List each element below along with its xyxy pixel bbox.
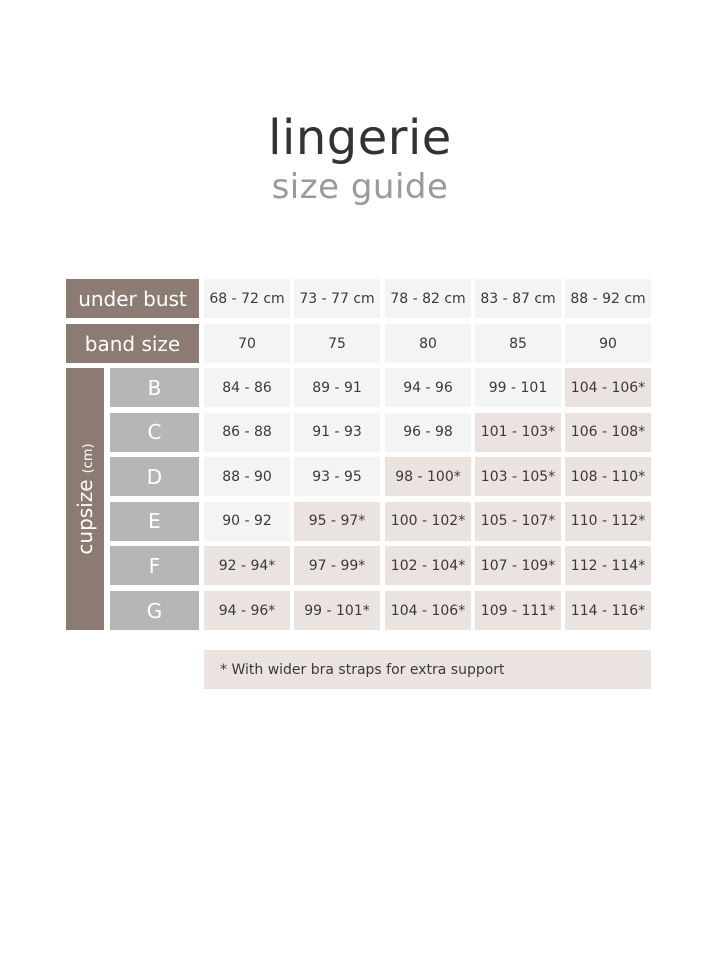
- cup-size-cell: 100 - 102*: [385, 502, 471, 541]
- cup-size-cell: 104 - 106*: [565, 368, 651, 407]
- band-size-cell: 70: [204, 324, 290, 363]
- cup-letter-cell: D: [110, 457, 199, 496]
- cup-size-cell: 99 - 101*: [294, 591, 380, 630]
- cupsize-label-text: cupsize: [73, 479, 97, 555]
- cup-size-cell: 114 - 116*: [565, 591, 651, 630]
- footnote: * With wider bra straps for extra support: [204, 650, 651, 689]
- cup-size-cell: 107 - 109*: [475, 546, 561, 585]
- cup-size-cell: 108 - 110*: [565, 457, 651, 496]
- cup-size-cell: 91 - 93: [294, 413, 380, 452]
- cupsize-label: [66, 368, 104, 630]
- cup-size-cell: 84 - 86: [204, 368, 290, 407]
- cup-size-cell: 112 - 114*: [565, 546, 651, 585]
- under-bust-cell: 73 - 77 cm: [294, 279, 380, 318]
- cup-size-cell: 90 - 92: [204, 502, 290, 541]
- cup-letter-cell: C: [110, 413, 199, 452]
- cup-letter-cell: F: [110, 546, 199, 585]
- page-title: lingerie: [268, 110, 452, 166]
- cup-size-cell: 89 - 91: [294, 368, 380, 407]
- under-bust-cell: 88 - 92 cm: [565, 279, 651, 318]
- under-bust-label: under bust: [66, 279, 199, 318]
- band-size-cell: 85: [475, 324, 561, 363]
- cup-size-cell: 86 - 88: [204, 413, 290, 452]
- band-size-label: band size: [66, 324, 199, 363]
- cup-size-cell: 106 - 108*: [565, 413, 651, 452]
- band-size-cell: 90: [565, 324, 651, 363]
- cup-size-cell: 103 - 105*: [475, 457, 561, 496]
- cup-size-cell: 92 - 94*: [204, 546, 290, 585]
- under-bust-cell: 78 - 82 cm: [385, 279, 471, 318]
- cup-size-cell: 99 - 101: [475, 368, 561, 407]
- cup-size-cell: 105 - 107*: [475, 502, 561, 541]
- under-bust-cell: 68 - 72 cm: [204, 279, 290, 318]
- cup-letter-cell: E: [110, 502, 199, 541]
- cupsize-unit: (cm): [81, 443, 96, 474]
- cup-size-cell: 102 - 104*: [385, 546, 471, 585]
- page-subtitle: size guide: [271, 167, 449, 207]
- cup-size-cell: 96 - 98: [385, 413, 471, 452]
- cup-size-cell: 97 - 99*: [294, 546, 380, 585]
- cup-size-cell: 94 - 96: [385, 368, 471, 407]
- cup-size-cell: 104 - 106*: [385, 591, 471, 630]
- cup-letter-cell: G: [110, 591, 199, 630]
- cup-size-cell: 95 - 97*: [294, 502, 380, 541]
- cup-letter-cell: B: [110, 368, 199, 407]
- cup-size-cell: 101 - 103*: [475, 413, 561, 452]
- cup-size-cell: 88 - 90: [204, 457, 290, 496]
- cup-size-cell: 98 - 100*: [385, 457, 471, 496]
- cup-size-cell: 93 - 95: [294, 457, 380, 496]
- under-bust-cell: 83 - 87 cm: [475, 279, 561, 318]
- band-size-cell: 75: [294, 324, 380, 363]
- cup-size-cell: 110 - 112*: [565, 502, 651, 541]
- band-size-cell: 80: [385, 324, 471, 363]
- cup-size-cell: 109 - 111*: [475, 591, 561, 630]
- cup-size-cell: 94 - 96*: [204, 591, 290, 630]
